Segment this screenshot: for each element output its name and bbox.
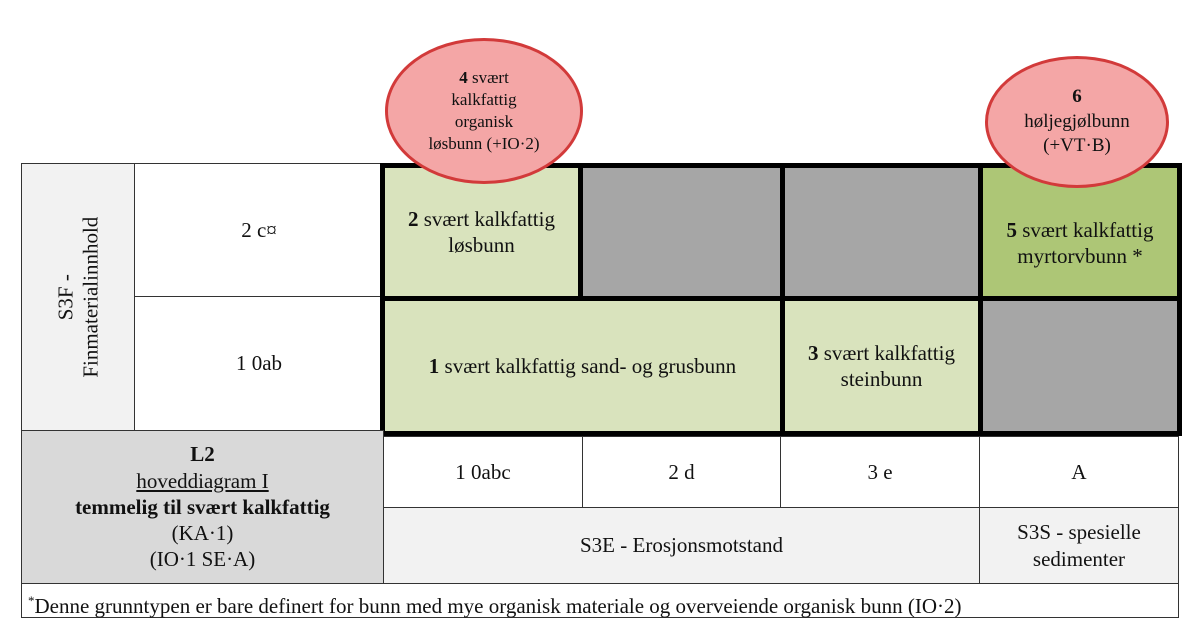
empty-cell-2c-3e	[780, 163, 983, 301]
type-3-line1: svært kalkfattig	[823, 340, 955, 365]
type-3-line2: steinbunn	[840, 367, 923, 391]
type-1-text: svært kalkfattig sand- og grusbunn	[444, 353, 737, 378]
row-axis-label-text: S3F - Finmaterialinnhold	[52, 216, 103, 378]
type-3-number: 3	[808, 340, 819, 365]
diagram-ka: (KA·1)	[171, 521, 234, 546]
col-value-2d: 2 d	[582, 436, 781, 508]
type-4-bubble: 4 svært kalkfattig organisk løsbunn (+IO·2)	[385, 38, 583, 184]
type-2-number: 2	[408, 206, 419, 231]
diagram-io: (IO·1 SE·A)	[149, 547, 256, 572]
diagram-title: temmelig til svært kalkfattig	[75, 494, 330, 519]
type-2-line1: svært kalkfattig	[423, 206, 555, 231]
footnote-text: Denne grunntypen er bare definert for bunn med mye organisk materiale og overveiende organisk bunn (IO·2)	[34, 594, 962, 618]
type-4-number: 4	[459, 67, 468, 87]
empty-cell-2c-2d	[578, 163, 785, 301]
footnote-marker: *	[28, 593, 35, 608]
type-1-cell	[380, 296, 785, 436]
row-value-1-0ab: 1 0ab	[134, 296, 384, 431]
empty-cell-1-0ab-A	[978, 296, 1182, 436]
row-value-2c: 2 c¤	[134, 163, 384, 297]
type-2-line2: løsbunn	[448, 233, 515, 257]
type-6-number: 6	[1072, 85, 1082, 107]
type-5-number: 5	[1006, 217, 1017, 242]
type-5-line1: svært kalkfattig	[1022, 217, 1154, 242]
row-axis-label	[21, 163, 135, 431]
diagram-code: L2	[190, 442, 215, 467]
footnote	[21, 583, 1179, 618]
col-value-A: A	[979, 436, 1179, 508]
col-value-1-0abc: 1 0abc	[383, 436, 583, 508]
col-group-special: S3S - spesielle sedimenter	[979, 507, 1179, 584]
type-3-cell	[780, 296, 983, 436]
type-6-bubble: 6 høljegjølbunn (+VT·B)	[985, 56, 1169, 188]
type-1-number: 1	[428, 353, 440, 378]
type-5-line2: myrtorvbunn *	[1017, 244, 1143, 268]
col-value-3e: 3 e	[780, 436, 980, 508]
diagram-name: hoveddiagram I	[136, 468, 269, 493]
col-group-erosion: S3E - Erosjonsmotstand	[383, 507, 980, 584]
diagram-corner	[21, 430, 384, 584]
